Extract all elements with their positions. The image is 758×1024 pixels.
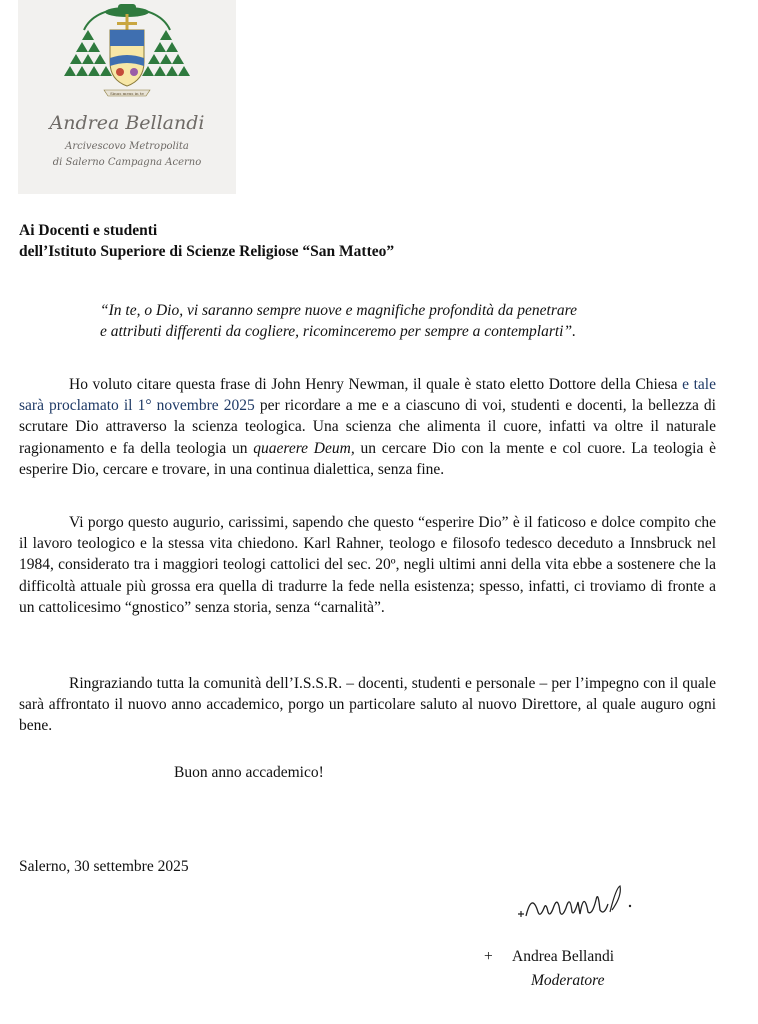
quote-line-2: e attributi differenti da cogliere, ricominceremo per sempre a contemplarti”. [100,323,576,340]
addressee [19,220,394,262]
letter-date: Salerno, 30 settembre 2025 [19,858,189,875]
paragraph-2-text: Vi porgo questo augurio, carissimi, sapendo che questo “esperire Dio” è il faticoso e dolce compito che il lavoro teologico e la stessa vita chiedono. Karl Rahner, teologo e filosofo tedesco deceduto a Innsbruck nel 1984, considerato tra i maggiori teologi cattolici del sec. 20º, negli ultimi anni della vita ebbe a sostenere che la difficoltà attuale più grossa era quella di tradurre la fede nella esistenza; spesso, infatti, ci troviamo di fronte a un cattolicesimo “gnostico” senza storia, senza “carnalità”. [19,514,716,616]
paragraph-1-highlight: e tale sarà proclamato il 1° novembre 2025 [19,376,716,415]
paragraph-1-text-c: un cercare Dio con la mente e col cuore. La teologia è esperire Dio, cercare e trovare, in una continua dialettica, senza fine. [19,439,716,478]
handwritten-signature [512,882,642,932]
paragraph-2 [19,512,716,618]
signer-role: Moderatore [531,972,605,989]
closing-greeting: Buon anno accademico! [174,764,324,781]
motto-text: Sinus meus in te [110,91,144,96]
addressee-line-1: Ai Docenti e studenti [19,222,158,239]
paragraph-3 [19,673,716,737]
coat-of-arms [18,0,236,194]
signer-name: Andrea Bellandi [512,948,615,965]
paragraph-1-text-a: Ho voluto citare questa frase di John Henry Newman, il quale è stato eletto Dottore della Chiesa [69,376,678,393]
crest-name: Andrea Bellandi [49,112,205,134]
quote-line-1: “In te, o Dio, vi saranno sempre nuove e magnifiche profondità da penetrare [100,302,577,319]
paragraph-1-text-b: per ricordare a me e a ciascuno di voi, studenti e docenti, la bellezza di scrutare Dio attraverso la scienza teologica. Una scienza che alimenta il cuore, infatti va oltre il naturale ragionamento e fa della teologia un [19,397,716,457]
cross-mark: + [484,948,493,965]
paragraph-3-text: Ringraziando tutta la comunità dell’I.S.S.R. – docenti, studenti e personale – per l’impegno con il quale sarà affrontato il nuovo anno accademico, porgo un particolare saluto al nuovo Direttore, al quale auguro ogni bene. [19,675,716,735]
paragraph-1 [19,374,716,480]
addressee-line-2: dell’Istituto Superiore di Scienze Religiose “San Matteo” [19,243,395,260]
crest-see: di Salerno Campagna Acerno [52,157,202,168]
newman-quote [100,300,700,342]
coat-of-arms-icon [18,0,236,110]
paragraph-1-italic: quaerere Deum, [253,439,355,457]
signer [484,948,614,966]
crest-title: Arcivescovo Metropolita [65,141,189,152]
